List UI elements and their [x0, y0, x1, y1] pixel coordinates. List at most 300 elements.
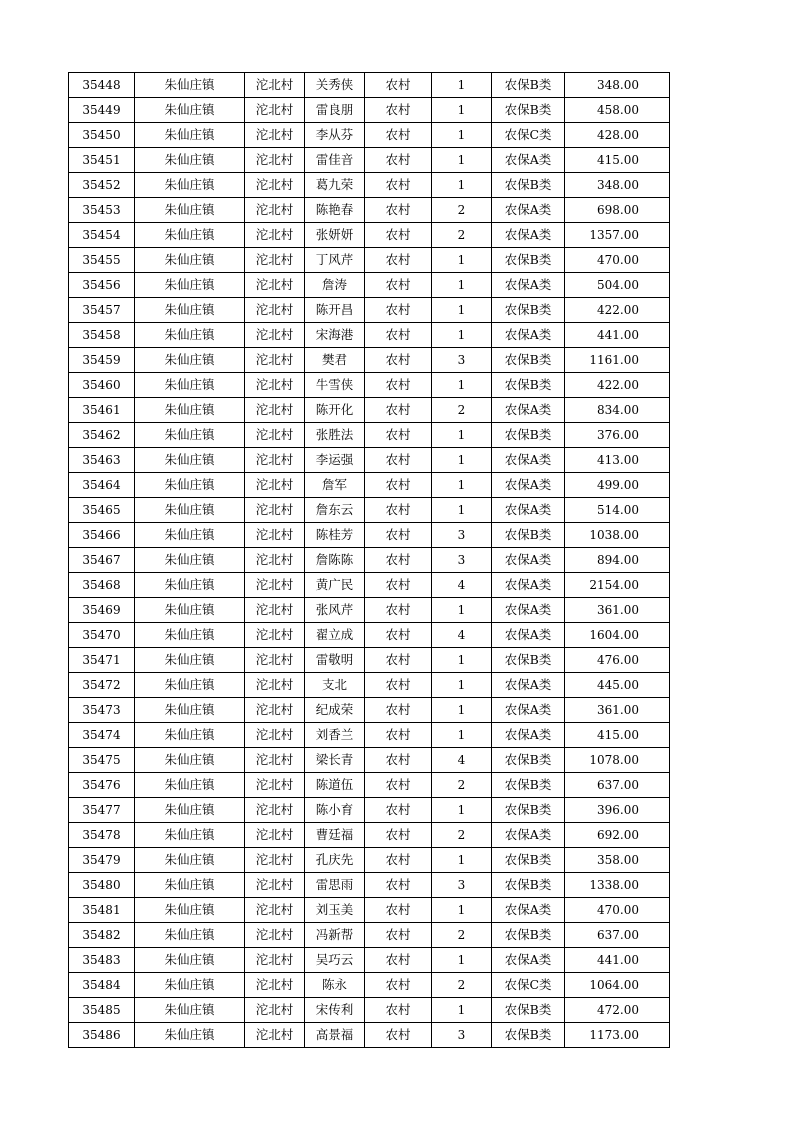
household-type-cell: 农村: [365, 448, 432, 473]
category-cell: 农保A类: [492, 473, 565, 498]
table-row: [69, 948, 670, 973]
record-id-cell: 35467: [69, 548, 135, 573]
name-cell: 詹涛: [305, 273, 365, 298]
town-cell: 朱仙庄镇: [135, 748, 245, 773]
table-row: [69, 773, 670, 798]
category-cell: 农保A类: [492, 673, 565, 698]
village-cell: 沱北村: [245, 748, 305, 773]
category-cell: 农保A类: [492, 498, 565, 523]
category-cell: 农保B类: [492, 648, 565, 673]
record-id-cell: 35464: [69, 473, 135, 498]
member-count-cell: 1: [432, 273, 492, 298]
table-row: [69, 248, 670, 273]
member-count-cell: 3: [432, 523, 492, 548]
town-cell: 朱仙庄镇: [135, 623, 245, 648]
household-type-cell: 农村: [365, 773, 432, 798]
household-type-cell: 农村: [365, 198, 432, 223]
category-cell: 农保A类: [492, 723, 565, 748]
town-cell: 朱仙庄镇: [135, 573, 245, 598]
category-cell: 农保B类: [492, 298, 565, 323]
name-cell: 宋传利: [305, 998, 365, 1023]
town-cell: 朱仙庄镇: [135, 973, 245, 998]
category-cell: 农保A类: [492, 598, 565, 623]
record-id-cell: 35468: [69, 573, 135, 598]
record-id-cell: 35462: [69, 423, 135, 448]
category-cell: 农保A类: [492, 948, 565, 973]
amount-cell: 1161.00: [565, 348, 670, 373]
amount-cell: 476.00: [565, 648, 670, 673]
record-id-cell: 35480: [69, 873, 135, 898]
record-id-cell: 35474: [69, 723, 135, 748]
town-cell: 朱仙庄镇: [135, 398, 245, 423]
member-count-cell: 1: [432, 73, 492, 98]
amount-cell: 504.00: [565, 273, 670, 298]
village-cell: 沱北村: [245, 198, 305, 223]
name-cell: 陈开化: [305, 398, 365, 423]
record-id-cell: 35481: [69, 898, 135, 923]
member-count-cell: 1: [432, 98, 492, 123]
member-count-cell: 1: [432, 998, 492, 1023]
household-type-cell: 农村: [365, 523, 432, 548]
village-cell: 沱北村: [245, 973, 305, 998]
member-count-cell: 1: [432, 373, 492, 398]
category-cell: 农保B类: [492, 773, 565, 798]
member-count-cell: 1: [432, 673, 492, 698]
village-cell: 沱北村: [245, 848, 305, 873]
member-count-cell: 3: [432, 548, 492, 573]
amount-cell: 1604.00: [565, 623, 670, 648]
name-cell: 陈艳春: [305, 198, 365, 223]
village-cell: 沱北村: [245, 498, 305, 523]
name-cell: 陈桂芳: [305, 523, 365, 548]
member-count-cell: 1: [432, 948, 492, 973]
town-cell: 朱仙庄镇: [135, 648, 245, 673]
table-row: [69, 423, 670, 448]
town-cell: 朱仙庄镇: [135, 348, 245, 373]
table-row: [69, 598, 670, 623]
record-id-cell: 35460: [69, 373, 135, 398]
record-id-cell: 35449: [69, 98, 135, 123]
name-cell: 樊君: [305, 348, 365, 373]
village-cell: 沱北村: [245, 223, 305, 248]
member-count-cell: 1: [432, 848, 492, 873]
name-cell: 李从芬: [305, 123, 365, 148]
member-count-cell: 1: [432, 798, 492, 823]
town-cell: 朱仙庄镇: [135, 998, 245, 1023]
amount-cell: 458.00: [565, 98, 670, 123]
record-id-cell: 35461: [69, 398, 135, 423]
table-row: [69, 723, 670, 748]
name-cell: 宋海港: [305, 323, 365, 348]
village-cell: 沱北村: [245, 798, 305, 823]
household-type-cell: 农村: [365, 498, 432, 523]
record-id-cell: 35451: [69, 148, 135, 173]
category-cell: 农保A类: [492, 323, 565, 348]
category-cell: 农保B类: [492, 523, 565, 548]
record-id-cell: 35465: [69, 498, 135, 523]
amount-cell: 637.00: [565, 773, 670, 798]
town-cell: 朱仙庄镇: [135, 123, 245, 148]
record-id-cell: 35473: [69, 698, 135, 723]
amount-cell: 1338.00: [565, 873, 670, 898]
amount-cell: 470.00: [565, 898, 670, 923]
record-id-cell: 35472: [69, 673, 135, 698]
household-type-cell: 农村: [365, 823, 432, 848]
town-cell: 朱仙庄镇: [135, 873, 245, 898]
household-type-cell: 农村: [365, 998, 432, 1023]
amount-cell: 348.00: [565, 73, 670, 98]
category-cell: 农保A类: [492, 898, 565, 923]
record-id-cell: 35456: [69, 273, 135, 298]
table-row: [69, 798, 670, 823]
town-cell: 朱仙庄镇: [135, 773, 245, 798]
member-count-cell: 3: [432, 348, 492, 373]
town-cell: 朱仙庄镇: [135, 248, 245, 273]
household-type-cell: 农村: [365, 898, 432, 923]
amount-cell: 894.00: [565, 548, 670, 573]
town-cell: 朱仙庄镇: [135, 948, 245, 973]
village-cell: 沱北村: [245, 123, 305, 148]
village-cell: 沱北村: [245, 173, 305, 198]
name-cell: 詹军: [305, 473, 365, 498]
record-id-cell: 35470: [69, 623, 135, 648]
table-row: [69, 873, 670, 898]
category-cell: 农保B类: [492, 423, 565, 448]
name-cell: 冯新帮: [305, 923, 365, 948]
table-row: [69, 923, 670, 948]
village-cell: 沱北村: [245, 948, 305, 973]
village-cell: 沱北村: [245, 323, 305, 348]
record-id-cell: 35453: [69, 198, 135, 223]
table-row: [69, 673, 670, 698]
amount-cell: 445.00: [565, 673, 670, 698]
table-row: [69, 448, 670, 473]
amount-cell: 692.00: [565, 823, 670, 848]
household-type-cell: 农村: [365, 173, 432, 198]
member-count-cell: 2: [432, 973, 492, 998]
town-cell: 朱仙庄镇: [135, 723, 245, 748]
table-row: [69, 148, 670, 173]
member-count-cell: 1: [432, 298, 492, 323]
town-cell: 朱仙庄镇: [135, 498, 245, 523]
table-row: [69, 998, 670, 1023]
record-id-cell: 35482: [69, 923, 135, 948]
household-type-cell: 农村: [365, 148, 432, 173]
member-count-cell: 1: [432, 248, 492, 273]
member-count-cell: 1: [432, 898, 492, 923]
household-type-cell: 农村: [365, 423, 432, 448]
town-cell: 朱仙庄镇: [135, 898, 245, 923]
household-type-cell: 农村: [365, 648, 432, 673]
amount-cell: 415.00: [565, 148, 670, 173]
name-cell: 詹东云: [305, 498, 365, 523]
record-id-cell: 35452: [69, 173, 135, 198]
category-cell: 农保B类: [492, 348, 565, 373]
name-cell: 葛九荣: [305, 173, 365, 198]
member-count-cell: 1: [432, 323, 492, 348]
household-type-cell: 农村: [365, 248, 432, 273]
member-count-cell: 3: [432, 1023, 492, 1048]
table-row: [69, 98, 670, 123]
town-cell: 朱仙庄镇: [135, 923, 245, 948]
member-count-cell: 2: [432, 773, 492, 798]
town-cell: 朱仙庄镇: [135, 548, 245, 573]
roster-table: [68, 72, 670, 1048]
household-type-cell: 农村: [365, 398, 432, 423]
town-cell: 朱仙庄镇: [135, 798, 245, 823]
amount-cell: 361.00: [565, 598, 670, 623]
village-cell: 沱北村: [245, 723, 305, 748]
record-id-cell: 35475: [69, 748, 135, 773]
village-cell: 沱北村: [245, 623, 305, 648]
name-cell: 雷良朋: [305, 98, 365, 123]
table-row: [69, 973, 670, 998]
village-cell: 沱北村: [245, 473, 305, 498]
town-cell: 朱仙庄镇: [135, 373, 245, 398]
record-id-cell: 35459: [69, 348, 135, 373]
village-cell: 沱北村: [245, 823, 305, 848]
name-cell: 梁长青: [305, 748, 365, 773]
village-cell: 沱北村: [245, 73, 305, 98]
record-id-cell: 35450: [69, 123, 135, 148]
table-row: [69, 173, 670, 198]
category-cell: 农保B类: [492, 1023, 565, 1048]
name-cell: 雷思雨: [305, 873, 365, 898]
name-cell: 孔庆先: [305, 848, 365, 873]
name-cell: 雷佳音: [305, 148, 365, 173]
member-count-cell: 1: [432, 148, 492, 173]
record-id-cell: 35478: [69, 823, 135, 848]
town-cell: 朱仙庄镇: [135, 298, 245, 323]
member-count-cell: 4: [432, 623, 492, 648]
name-cell: 曹廷福: [305, 823, 365, 848]
member-count-cell: 2: [432, 198, 492, 223]
household-type-cell: 农村: [365, 748, 432, 773]
amount-cell: 472.00: [565, 998, 670, 1023]
category-cell: 农保A类: [492, 823, 565, 848]
category-cell: 农保A类: [492, 623, 565, 648]
household-type-cell: 农村: [365, 473, 432, 498]
amount-cell: 1357.00: [565, 223, 670, 248]
town-cell: 朱仙庄镇: [135, 73, 245, 98]
member-count-cell: 1: [432, 698, 492, 723]
village-cell: 沱北村: [245, 548, 305, 573]
table-row: [69, 73, 670, 98]
town-cell: 朱仙庄镇: [135, 423, 245, 448]
village-cell: 沱北村: [245, 273, 305, 298]
record-id-cell: 35463: [69, 448, 135, 473]
table-row: [69, 498, 670, 523]
village-cell: 沱北村: [245, 523, 305, 548]
category-cell: 农保B类: [492, 873, 565, 898]
record-id-cell: 35479: [69, 848, 135, 873]
amount-cell: 422.00: [565, 298, 670, 323]
member-count-cell: 1: [432, 123, 492, 148]
table-row: [69, 373, 670, 398]
name-cell: 刘香兰: [305, 723, 365, 748]
village-cell: 沱北村: [245, 398, 305, 423]
category-cell: 农保A类: [492, 698, 565, 723]
household-type-cell: 农村: [365, 223, 432, 248]
amount-cell: 396.00: [565, 798, 670, 823]
amount-cell: 514.00: [565, 498, 670, 523]
record-id-cell: 35471: [69, 648, 135, 673]
town-cell: 朱仙庄镇: [135, 448, 245, 473]
table-row: [69, 548, 670, 573]
table-row: [69, 848, 670, 873]
town-cell: 朱仙庄镇: [135, 673, 245, 698]
village-cell: 沱北村: [245, 148, 305, 173]
name-cell: 陈永: [305, 973, 365, 998]
record-id-cell: 35466: [69, 523, 135, 548]
amount-cell: 415.00: [565, 723, 670, 748]
category-cell: 农保B类: [492, 998, 565, 1023]
member-count-cell: 3: [432, 873, 492, 898]
amount-cell: 361.00: [565, 698, 670, 723]
household-type-cell: 农村: [365, 923, 432, 948]
member-count-cell: 2: [432, 823, 492, 848]
member-count-cell: 1: [432, 423, 492, 448]
amount-cell: 698.00: [565, 198, 670, 223]
record-id-cell: 35485: [69, 998, 135, 1023]
amount-cell: 413.00: [565, 448, 670, 473]
amount-cell: 358.00: [565, 848, 670, 873]
category-cell: 农保A类: [492, 223, 565, 248]
record-id-cell: 35469: [69, 598, 135, 623]
member-count-cell: 1: [432, 173, 492, 198]
category-cell: 农保B类: [492, 923, 565, 948]
category-cell: 农保B类: [492, 848, 565, 873]
category-cell: 农保B类: [492, 248, 565, 273]
table-row: [69, 298, 670, 323]
amount-cell: 1173.00: [565, 1023, 670, 1048]
household-type-cell: 农村: [365, 123, 432, 148]
member-count-cell: 1: [432, 648, 492, 673]
village-cell: 沱北村: [245, 598, 305, 623]
member-count-cell: 1: [432, 473, 492, 498]
amount-cell: 376.00: [565, 423, 670, 448]
village-cell: 沱北村: [245, 373, 305, 398]
village-cell: 沱北村: [245, 573, 305, 598]
name-cell: 吴巧云: [305, 948, 365, 973]
household-type-cell: 农村: [365, 348, 432, 373]
member-count-cell: 1: [432, 723, 492, 748]
amount-cell: 1078.00: [565, 748, 670, 773]
household-type-cell: 农村: [365, 273, 432, 298]
town-cell: 朱仙庄镇: [135, 273, 245, 298]
name-cell: 丁风芹: [305, 248, 365, 273]
household-type-cell: 农村: [365, 873, 432, 898]
category-cell: 农保A类: [492, 398, 565, 423]
town-cell: 朱仙庄镇: [135, 1023, 245, 1048]
table-row: [69, 198, 670, 223]
town-cell: 朱仙庄镇: [135, 98, 245, 123]
household-type-cell: 农村: [365, 948, 432, 973]
record-id-cell: 35477: [69, 798, 135, 823]
record-id-cell: 35458: [69, 323, 135, 348]
member-count-cell: 1: [432, 498, 492, 523]
category-cell: 农保B类: [492, 748, 565, 773]
name-cell: 纪成荣: [305, 698, 365, 723]
category-cell: 农保A类: [492, 273, 565, 298]
category-cell: 农保A类: [492, 573, 565, 598]
member-count-cell: 2: [432, 923, 492, 948]
name-cell: 张胜法: [305, 423, 365, 448]
member-count-cell: 1: [432, 598, 492, 623]
amount-cell: 441.00: [565, 948, 670, 973]
household-type-cell: 农村: [365, 573, 432, 598]
record-id-cell: 35454: [69, 223, 135, 248]
town-cell: 朱仙庄镇: [135, 523, 245, 548]
amount-cell: 499.00: [565, 473, 670, 498]
record-id-cell: 35476: [69, 773, 135, 798]
village-cell: 沱北村: [245, 998, 305, 1023]
member-count-cell: 1: [432, 448, 492, 473]
name-cell: 詹陈陈: [305, 548, 365, 573]
household-type-cell: 农村: [365, 323, 432, 348]
town-cell: 朱仙庄镇: [135, 698, 245, 723]
name-cell: 关秀侠: [305, 73, 365, 98]
town-cell: 朱仙庄镇: [135, 598, 245, 623]
name-cell: 张妍妍: [305, 223, 365, 248]
name-cell: 牛雪侠: [305, 373, 365, 398]
village-cell: 沱北村: [245, 423, 305, 448]
village-cell: 沱北村: [245, 348, 305, 373]
record-id-cell: 35484: [69, 973, 135, 998]
table-row: [69, 348, 670, 373]
amount-cell: 1038.00: [565, 523, 670, 548]
town-cell: 朱仙庄镇: [135, 148, 245, 173]
village-cell: 沱北村: [245, 698, 305, 723]
village-cell: 沱北村: [245, 648, 305, 673]
table-row: [69, 398, 670, 423]
category-cell: 农保B类: [492, 173, 565, 198]
table-row: [69, 698, 670, 723]
household-type-cell: 农村: [365, 798, 432, 823]
member-count-cell: 4: [432, 748, 492, 773]
amount-cell: 2154.00: [565, 573, 670, 598]
household-type-cell: 农村: [365, 848, 432, 873]
table-row: [69, 648, 670, 673]
name-cell: 支北: [305, 673, 365, 698]
name-cell: 高景福: [305, 1023, 365, 1048]
village-cell: 沱北村: [245, 673, 305, 698]
town-cell: 朱仙庄镇: [135, 198, 245, 223]
category-cell: 农保A类: [492, 198, 565, 223]
town-cell: 朱仙庄镇: [135, 848, 245, 873]
household-type-cell: 农村: [365, 623, 432, 648]
table-row: [69, 573, 670, 598]
name-cell: 李运强: [305, 448, 365, 473]
table-row: [69, 123, 670, 148]
household-type-cell: 农村: [365, 723, 432, 748]
household-type-cell: 农村: [365, 698, 432, 723]
household-type-cell: 农村: [365, 973, 432, 998]
household-type-cell: 农村: [365, 73, 432, 98]
amount-cell: 428.00: [565, 123, 670, 148]
category-cell: 农保A类: [492, 148, 565, 173]
table-row: [69, 273, 670, 298]
village-cell: 沱北村: [245, 773, 305, 798]
category-cell: 农保C类: [492, 973, 565, 998]
category-cell: 农保C类: [492, 123, 565, 148]
name-cell: 黄广民: [305, 573, 365, 598]
town-cell: 朱仙庄镇: [135, 223, 245, 248]
record-id-cell: 35483: [69, 948, 135, 973]
household-type-cell: 农村: [365, 598, 432, 623]
amount-cell: 637.00: [565, 923, 670, 948]
table-row: [69, 223, 670, 248]
